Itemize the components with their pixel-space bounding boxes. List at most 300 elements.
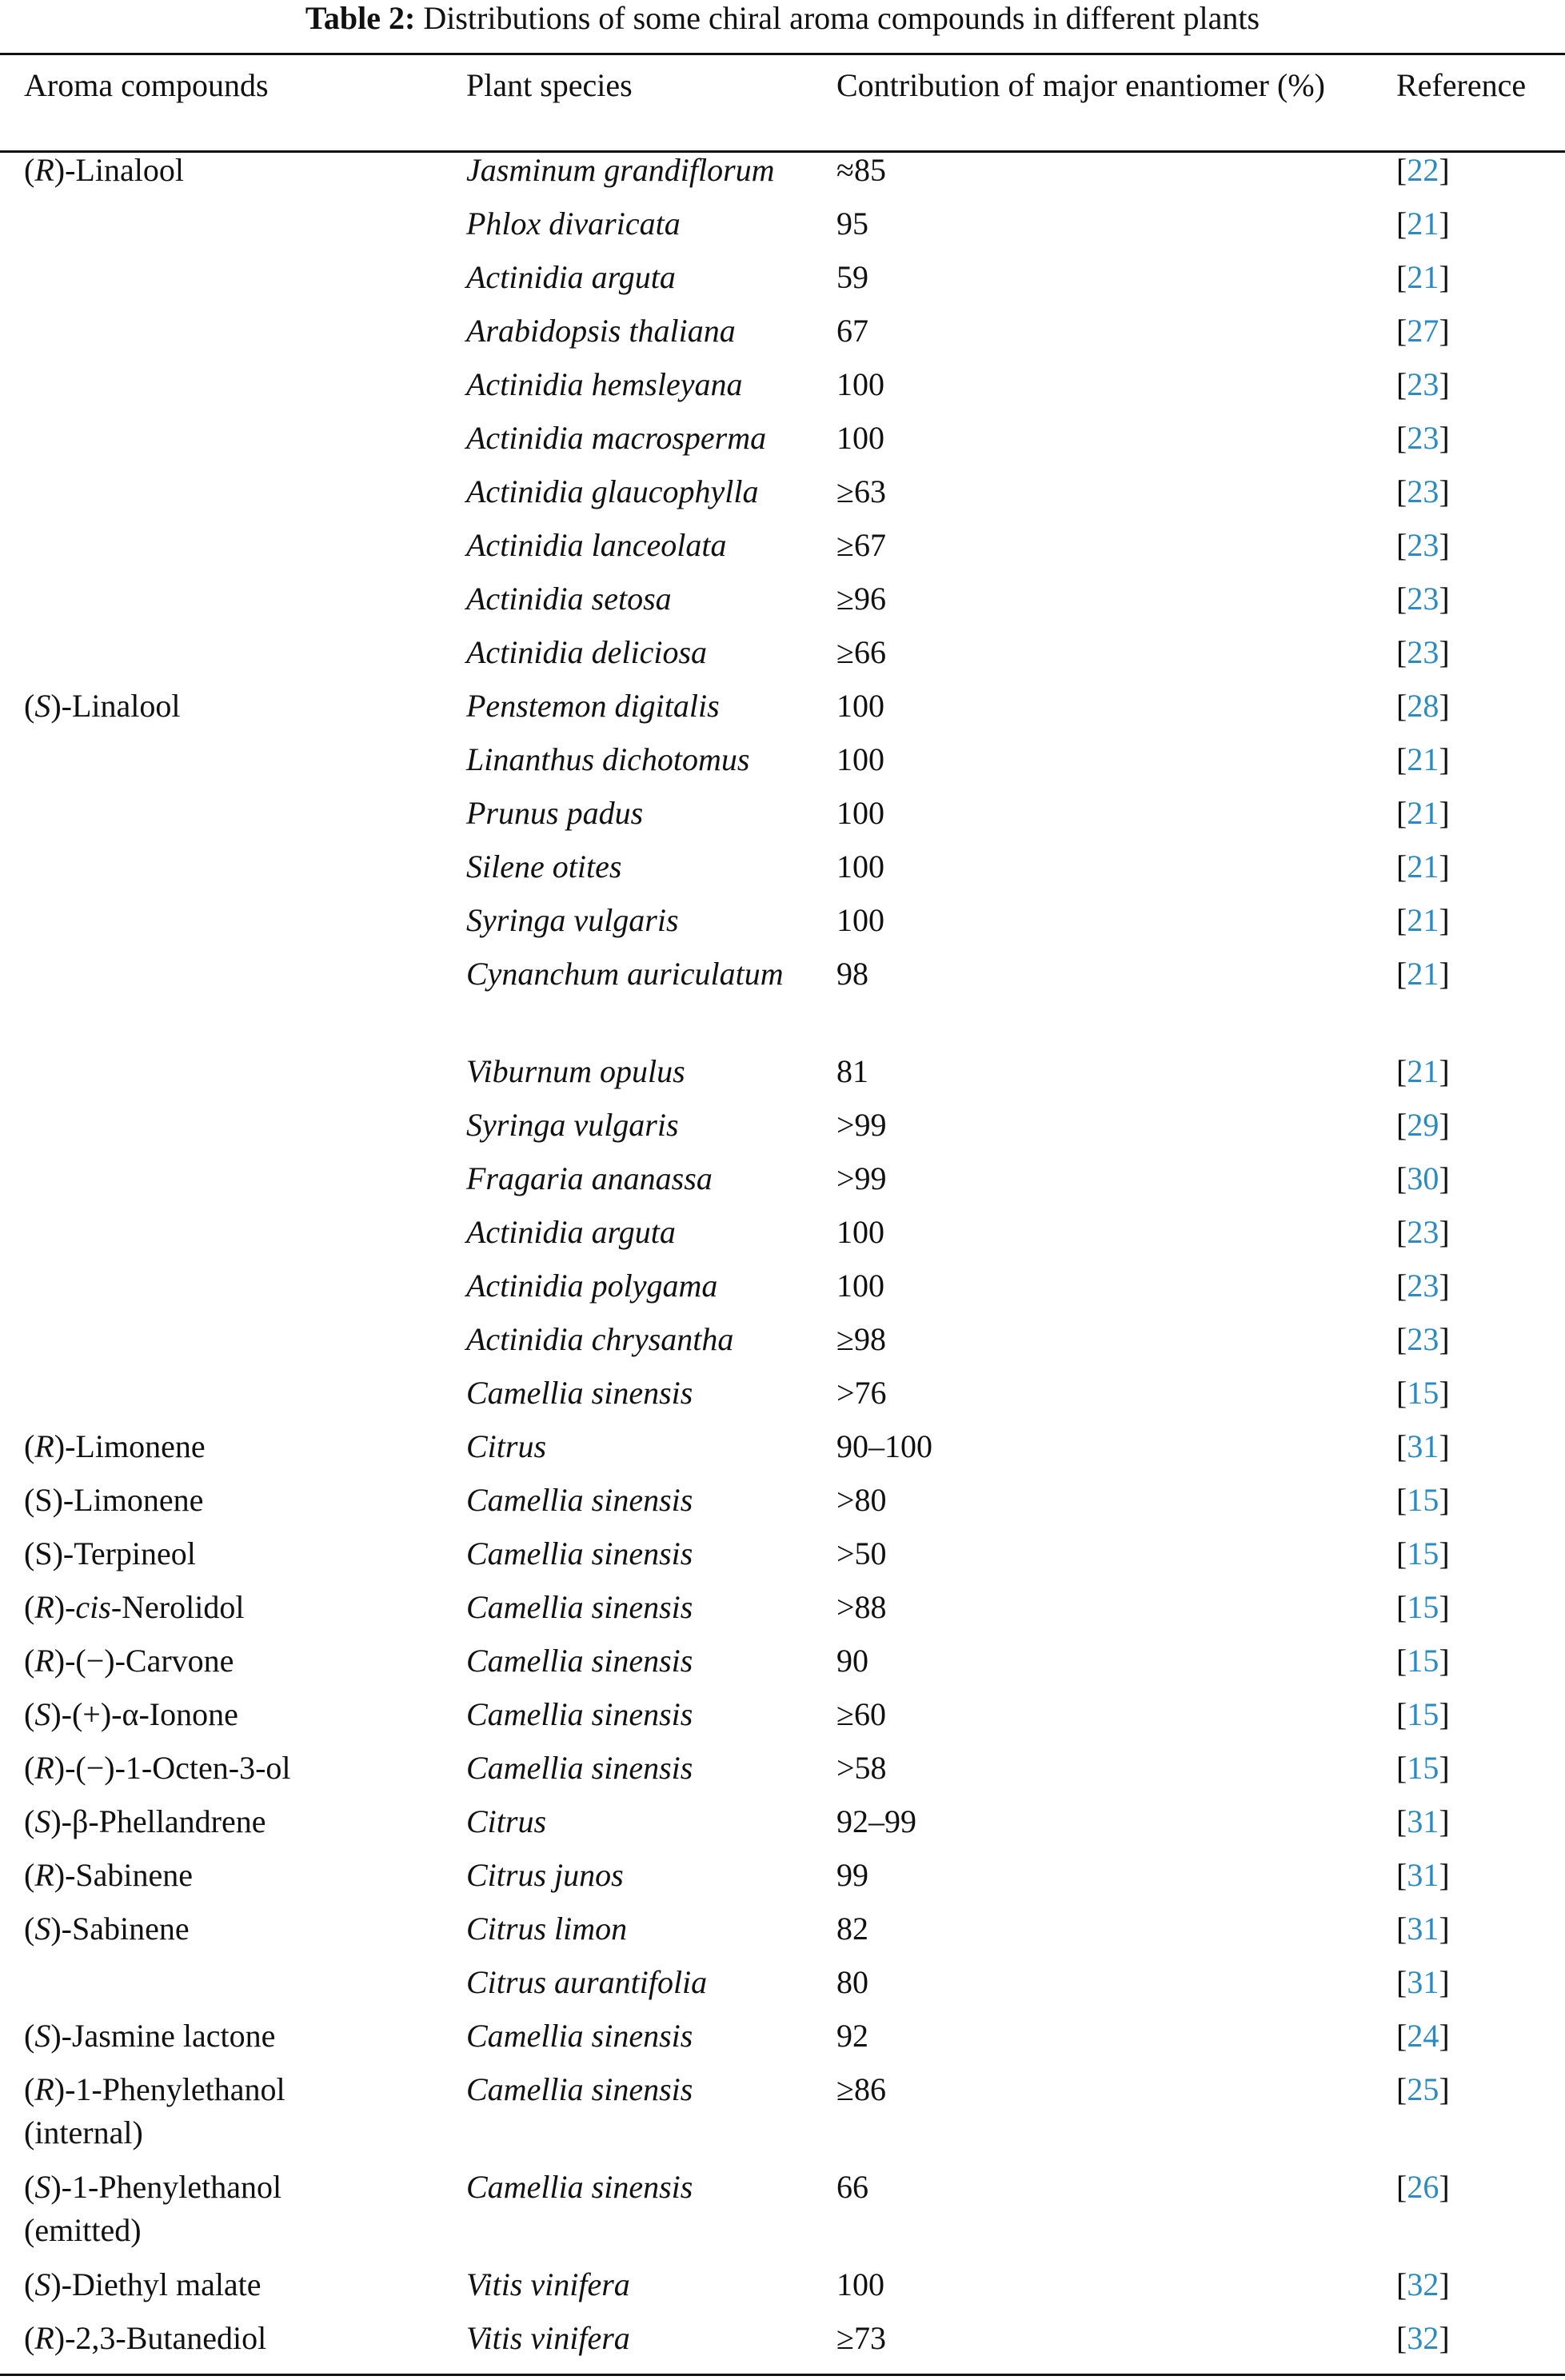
cell-plant-species: Camellia sinensis xyxy=(466,1535,693,1571)
cell-reference xyxy=(1396,1048,1565,1101)
reference-link[interactable]: 23 xyxy=(1407,1214,1439,1250)
table-row xyxy=(0,629,1565,682)
compound-name-part: )-β-Phellandrene xyxy=(50,1803,266,1839)
cell-reference xyxy=(1396,1369,1565,1423)
reference-close-bracket: ] xyxy=(1439,473,1450,509)
cell-reference xyxy=(1396,361,1565,414)
reference-open-bracket: [ xyxy=(1396,1696,1407,1732)
cell-contribution-value: 67 xyxy=(836,313,868,349)
table-row xyxy=(0,1851,1565,1905)
reference-link[interactable]: 21 xyxy=(1407,795,1439,831)
reference-open-bracket: [ xyxy=(1396,2266,1407,2302)
cell-aroma-compound xyxy=(0,361,466,414)
compound-name-part: )-Limonene xyxy=(54,1428,206,1464)
cell-contribution-value: ≥96 xyxy=(836,581,886,617)
cell-reference xyxy=(1396,1530,1565,1583)
cell-contribution-value: 90 xyxy=(836,1643,868,1679)
reference-open-bracket: [ xyxy=(1396,1053,1407,1089)
cell-contribution-value: 98 xyxy=(836,956,868,992)
cell-contribution-value: 100 xyxy=(836,366,884,402)
cell-reference xyxy=(1396,468,1565,521)
cell-plant-species: Syringa vulgaris xyxy=(466,902,679,938)
compound-name-part: )-Sabinene xyxy=(50,1911,190,1947)
cell-reference xyxy=(1396,843,1565,896)
reference-open-bracket: [ xyxy=(1396,206,1407,242)
cell-plant-species: Actinidia hemsleyana xyxy=(466,366,743,402)
reference-link[interactable]: 21 xyxy=(1407,956,1439,992)
cell-aroma-compound xyxy=(0,1530,466,1583)
compound-name-part: ( xyxy=(24,2266,35,2302)
cell-aroma-compound xyxy=(0,254,466,307)
reference-close-bracket: ] xyxy=(1439,1964,1450,2000)
cell-contribution-value: 80 xyxy=(836,1964,868,2000)
cell-aroma-compound xyxy=(0,843,466,896)
table-caption xyxy=(0,0,1565,40)
reference-link[interactable]: 23 xyxy=(1407,1321,1439,1357)
header-reference: Reference xyxy=(1396,67,1527,103)
cell-contribution-value: 90–100 xyxy=(836,1428,932,1464)
aroma-compounds-table xyxy=(0,54,1565,2368)
cell-aroma-compound xyxy=(0,1798,466,1851)
cell-aroma-compound xyxy=(0,2314,466,2368)
reference-link[interactable]: 30 xyxy=(1407,1160,1439,1196)
table-row xyxy=(0,2261,1565,2314)
cell-plant-species: Actinidia macrosperma xyxy=(466,420,767,456)
reference-link[interactable]: 15 xyxy=(1407,1535,1439,1571)
table-row xyxy=(0,1637,1565,1691)
cell-reference xyxy=(1396,1208,1565,1262)
cell-aroma-compound xyxy=(0,2066,466,2163)
cell-plant-species: Camellia sinensis xyxy=(466,1375,693,1411)
compound-stereo-descriptor: S xyxy=(34,1696,51,1732)
reference-close-bracket: ] xyxy=(1439,849,1450,885)
header-aroma-compounds: Aroma compounds xyxy=(24,67,269,103)
table-row xyxy=(0,950,1565,1048)
cell-aroma-compound xyxy=(0,1155,466,1208)
cell-reference xyxy=(1396,2261,1565,2314)
table-row xyxy=(0,139,1565,200)
compound-name-part: )- xyxy=(54,1589,76,1625)
reference-close-bracket: ] xyxy=(1439,1696,1450,1732)
reference-close-bracket: ] xyxy=(1439,2071,1450,2107)
compound-name-note: (emitted) xyxy=(24,2212,142,2248)
table-row xyxy=(0,2314,1565,2368)
reference-close-bracket: ] xyxy=(1439,527,1450,563)
cell-plant-species: Jasminum grandiflorum xyxy=(466,152,775,188)
reference-link[interactable]: 21 xyxy=(1407,741,1439,777)
reference-link[interactable]: 23 xyxy=(1407,581,1439,617)
table-row xyxy=(0,896,1565,950)
compound-name-part: ( xyxy=(24,2320,35,2356)
table-row xyxy=(0,843,1565,896)
cell-contribution-value: 100 xyxy=(836,902,884,938)
reference-close-bracket: ] xyxy=(1439,2266,1450,2302)
reference-open-bracket: [ xyxy=(1396,2071,1407,2107)
cell-contribution-value: >50 xyxy=(836,1535,887,1571)
reference-link[interactable]: 25 xyxy=(1407,2071,1439,2107)
cell-reference xyxy=(1396,1155,1565,1208)
cell-aroma-compound xyxy=(0,629,466,682)
reference-close-bracket: ] xyxy=(1439,581,1450,617)
reference-close-bracket: ] xyxy=(1439,1321,1450,1357)
compound-name-part: ( xyxy=(24,1643,35,1679)
compound-stereo-descriptor: S xyxy=(34,1911,51,1947)
cell-aroma-compound xyxy=(0,1316,466,1369)
cell-contribution-value: 81 xyxy=(836,1053,868,1089)
reference-close-bracket: ] xyxy=(1439,1750,1450,1786)
cell-contribution-value: 92 xyxy=(836,2018,868,2054)
table-row xyxy=(0,1316,1565,1369)
compound-stereo-descriptor: S xyxy=(34,2266,51,2302)
cell-aroma-compound xyxy=(0,307,466,361)
cell-reference xyxy=(1396,307,1565,361)
cell-plant-species: Camellia sinensis xyxy=(466,2018,693,2054)
compound-name-part: )-(+)-α-Ionone xyxy=(50,1696,238,1732)
cell-reference xyxy=(1396,1851,1565,1905)
cell-aroma-compound xyxy=(0,1851,466,1905)
reference-link[interactable]: 21 xyxy=(1407,849,1439,885)
reference-open-bracket: [ xyxy=(1396,1482,1407,1518)
cell-contribution-value: >80 xyxy=(836,1482,887,1518)
reference-close-bracket: ] xyxy=(1439,206,1450,242)
cell-plant-species: Camellia sinensis xyxy=(466,1643,693,1679)
reference-open-bracket: [ xyxy=(1396,1535,1407,1571)
cell-plant-species: Syringa vulgaris xyxy=(466,1107,679,1143)
reference-link[interactable]: 23 xyxy=(1407,366,1439,402)
cell-reference xyxy=(1396,1798,1565,1851)
cell-aroma-compound xyxy=(0,1208,466,1262)
table-row xyxy=(0,789,1565,843)
cell-reference xyxy=(1396,896,1565,950)
reference-link[interactable]: 15 xyxy=(1407,1589,1439,1625)
reference-open-bracket: [ xyxy=(1396,795,1407,831)
table-row xyxy=(0,1691,1565,1744)
compound-name-part: ( xyxy=(24,688,35,724)
cell-plant-species: Actinidia deliciosa xyxy=(466,634,708,670)
compound-stereo-descriptor: R xyxy=(34,1428,54,1464)
compound-name-part: )-2,3-Butanediol xyxy=(54,2320,267,2356)
reference-link[interactable]: 31 xyxy=(1407,1857,1439,1893)
reference-close-bracket: ] xyxy=(1439,152,1450,188)
reference-open-bracket: [ xyxy=(1396,1428,1407,1464)
reference-link[interactable]: 21 xyxy=(1407,1053,1439,1089)
table-header-row xyxy=(0,54,1565,139)
cell-contribution-value: 100 xyxy=(836,2266,884,2302)
reference-link[interactable]: 31 xyxy=(1407,1803,1439,1839)
compound-name-part: ( xyxy=(24,1911,35,1947)
cell-aroma-compound xyxy=(0,789,466,843)
reference-link[interactable]: 32 xyxy=(1407,2266,1439,2302)
reference-open-bracket: [ xyxy=(1396,1589,1407,1625)
cell-contribution-value: 100 xyxy=(836,420,884,456)
reference-open-bracket: [ xyxy=(1396,152,1407,188)
cell-contribution-value: >99 xyxy=(836,1107,887,1143)
cell-contribution-value: 92–99 xyxy=(836,1803,916,1839)
cell-contribution-value: ≥67 xyxy=(836,527,886,563)
cell-plant-species: Actinidia arguta xyxy=(466,1214,676,1250)
reference-open-bracket: [ xyxy=(1396,741,1407,777)
cell-aroma-compound xyxy=(0,139,466,200)
reference-open-bracket: [ xyxy=(1396,1160,1407,1196)
compound-stereo-descriptor: S xyxy=(34,688,51,724)
cell-plant-species: Cynanchum auriculatum xyxy=(466,956,784,992)
reference-link[interactable]: 21 xyxy=(1407,902,1439,938)
cell-plant-species: Citrus limon xyxy=(466,1911,628,1947)
reference-open-bracket: [ xyxy=(1396,1107,1407,1143)
cell-reference xyxy=(1396,1691,1565,1744)
cell-aroma-compound xyxy=(0,200,466,254)
compound-stereo-descriptor: R xyxy=(34,1589,54,1625)
cell-contribution-value: 100 xyxy=(836,741,884,777)
table-row xyxy=(0,307,1565,361)
reference-link[interactable]: 15 xyxy=(1407,1375,1439,1411)
table-row xyxy=(0,1101,1565,1155)
reference-link[interactable]: 26 xyxy=(1407,2169,1439,2205)
cell-contribution-value: 99 xyxy=(836,1857,868,1893)
reference-open-bracket: [ xyxy=(1396,688,1407,724)
cell-reference xyxy=(1396,2163,1565,2261)
cell-plant-species: Linanthus dichotomus xyxy=(466,741,750,777)
table-row xyxy=(0,2012,1565,2066)
cell-contribution-value: 66 xyxy=(836,2169,868,2205)
cell-aroma-compound xyxy=(0,1048,466,1101)
table-row xyxy=(0,1530,1565,1583)
compound-stereo-descriptor: cis xyxy=(75,1589,111,1625)
cell-plant-species: Actinidia glaucophylla xyxy=(466,473,759,509)
cell-plant-species: Fragaria ananassa xyxy=(466,1160,713,1196)
cell-plant-species: Vitis vinifera xyxy=(466,2266,630,2302)
cell-plant-species: Camellia sinensis xyxy=(466,2169,693,2205)
header-plant-species: Plant species xyxy=(466,67,633,103)
reference-link[interactable]: 15 xyxy=(1407,1696,1439,1732)
compound-stereo-descriptor: R xyxy=(34,1750,54,1786)
cell-reference xyxy=(1396,1262,1565,1316)
reference-close-bracket: ] xyxy=(1439,795,1450,831)
compound-name-part: ( xyxy=(24,1589,35,1625)
compound-stereo-descriptor: R xyxy=(34,1857,54,1893)
reference-open-bracket: [ xyxy=(1396,2320,1407,2356)
table-row xyxy=(0,1959,1565,2012)
table-row xyxy=(0,254,1565,307)
reference-open-bracket: [ xyxy=(1396,1911,1407,1947)
reference-open-bracket: [ xyxy=(1396,313,1407,349)
cell-plant-species: Citrus junos xyxy=(466,1857,624,1893)
cell-reference xyxy=(1396,200,1565,254)
cell-aroma-compound xyxy=(0,1369,466,1423)
cell-plant-species: Camellia sinensis xyxy=(466,2071,693,2107)
cell-reference xyxy=(1396,1744,1565,1798)
reference-close-bracket: ] xyxy=(1439,1375,1450,1411)
reference-open-bracket: [ xyxy=(1396,2018,1407,2054)
cell-plant-species: Silene otites xyxy=(466,849,622,885)
compound-name-part: )-1-Phenylethanol xyxy=(54,2071,285,2107)
cell-contribution-value: 100 xyxy=(836,1268,884,1304)
reference-link[interactable]: 22 xyxy=(1407,152,1439,188)
cell-reference xyxy=(1396,254,1565,307)
cell-contribution-value: ≥73 xyxy=(836,2320,886,2356)
cell-aroma-compound xyxy=(0,468,466,521)
compound-name-part: ( xyxy=(24,1696,35,1732)
cell-contribution-value: >88 xyxy=(836,1589,887,1625)
cell-reference xyxy=(1396,2314,1565,2368)
cell-reference xyxy=(1396,1959,1565,2012)
compound-name-part: )-Jasmine lactone xyxy=(50,2018,276,2054)
compound-name-part: )-1-Phenylethanol xyxy=(50,2169,282,2205)
table-row xyxy=(0,1905,1565,1959)
reference-close-bracket: ] xyxy=(1439,634,1450,670)
compound-stereo-descriptor: S xyxy=(34,1803,51,1839)
compound-stereo-descriptor: R xyxy=(34,2071,54,2107)
cell-contribution-value: ≥66 xyxy=(836,634,886,670)
compound-name-part: ( xyxy=(24,2169,35,2205)
cell-plant-species: Actinidia chrysantha xyxy=(466,1321,734,1357)
reference-link[interactable]: 27 xyxy=(1407,313,1439,349)
reference-close-bracket: ] xyxy=(1439,2018,1450,2054)
reference-open-bracket: [ xyxy=(1396,366,1407,402)
cell-contribution-value: 100 xyxy=(836,688,884,724)
reference-link[interactable]: 23 xyxy=(1407,1268,1439,1304)
cell-aroma-compound xyxy=(0,1476,466,1530)
cell-aroma-compound xyxy=(0,1262,466,1316)
reference-open-bracket: [ xyxy=(1396,473,1407,509)
cell-aroma-compound xyxy=(0,736,466,789)
cell-reference xyxy=(1396,1316,1565,1369)
cell-plant-species: Phlox divaricata xyxy=(466,206,681,242)
cell-contribution-value: 95 xyxy=(836,206,868,242)
cell-reference xyxy=(1396,950,1565,1048)
compound-stereo-descriptor: R xyxy=(34,1643,54,1679)
reference-link[interactable]: 23 xyxy=(1407,420,1439,456)
table-row xyxy=(0,200,1565,254)
table-row xyxy=(0,2163,1565,2261)
table-row xyxy=(0,1423,1565,1476)
cell-reference xyxy=(1396,1583,1565,1637)
reference-close-bracket: ] xyxy=(1439,956,1450,992)
reference-link[interactable]: 15 xyxy=(1407,1482,1439,1518)
cell-reference xyxy=(1396,682,1565,736)
table-row xyxy=(0,1155,1565,1208)
compound-name-part: )-(−)-Carvone xyxy=(54,1643,234,1679)
reference-close-bracket: ] xyxy=(1439,741,1450,777)
reference-close-bracket: ] xyxy=(1439,1053,1450,1089)
compound-name-part: (S)-Limonene xyxy=(24,1482,204,1518)
reference-link[interactable]: 32 xyxy=(1407,2320,1439,2356)
cell-aroma-compound xyxy=(0,1637,466,1691)
cell-reference xyxy=(1396,1637,1565,1691)
reference-link[interactable]: 31 xyxy=(1407,1428,1439,1464)
compound-stereo-descriptor: S xyxy=(34,2169,51,2205)
reference-link[interactable]: 31 xyxy=(1407,1964,1439,2000)
table-row xyxy=(0,1798,1565,1851)
table-bottom-rule xyxy=(0,2374,1565,2376)
cell-reference xyxy=(1396,139,1565,200)
table-row xyxy=(0,2066,1565,2163)
compound-name-part: ( xyxy=(24,152,35,188)
cell-contribution-value: ≥63 xyxy=(836,473,886,509)
compound-name-part: ( xyxy=(24,2018,35,2054)
cell-plant-species: Prunus padus xyxy=(466,795,644,831)
cell-aroma-compound xyxy=(0,2012,466,2066)
reference-link[interactable]: 28 xyxy=(1407,688,1439,724)
reference-link[interactable]: 15 xyxy=(1407,1750,1439,1786)
reference-open-bracket: [ xyxy=(1396,1964,1407,2000)
reference-open-bracket: [ xyxy=(1396,1375,1407,1411)
reference-close-bracket: ] xyxy=(1439,420,1450,456)
reference-link[interactable]: 21 xyxy=(1407,259,1439,295)
cell-plant-species: Viburnum opulus xyxy=(466,1053,685,1089)
cell-reference xyxy=(1396,575,1565,629)
cell-aroma-compound xyxy=(0,1905,466,1959)
reference-link[interactable]: 29 xyxy=(1407,1107,1439,1143)
cell-aroma-compound xyxy=(0,896,466,950)
cell-reference xyxy=(1396,1423,1565,1476)
reference-open-bracket: [ xyxy=(1396,1268,1407,1304)
cell-plant-species: Camellia sinensis xyxy=(466,1482,693,1518)
cell-plant-species: Actinidia lanceolata xyxy=(466,527,727,563)
cell-contribution-value: 100 xyxy=(836,1214,884,1250)
reference-link[interactable]: 23 xyxy=(1407,527,1439,563)
header-contribution: Contribution of major enantiomer (%) xyxy=(836,67,1325,103)
reference-open-bracket: [ xyxy=(1396,902,1407,938)
cell-aroma-compound xyxy=(0,575,466,629)
reference-close-bracket: ] xyxy=(1439,1428,1450,1464)
reference-close-bracket: ] xyxy=(1439,366,1450,402)
cell-plant-species: Citrus aurantifolia xyxy=(466,1964,708,2000)
cell-aroma-compound xyxy=(0,1744,466,1798)
cell-reference xyxy=(1396,1476,1565,1530)
reference-open-bracket: [ xyxy=(1396,1750,1407,1786)
cell-contribution-value: 82 xyxy=(836,1911,868,1947)
cell-plant-species: Actinidia setosa xyxy=(466,581,672,617)
compound-name-part: )-Linalool xyxy=(54,152,184,188)
compound-name-note: (internal) xyxy=(24,2114,143,2150)
compound-name-part: -Nerolidol xyxy=(110,1589,245,1625)
reference-link[interactable]: 23 xyxy=(1407,634,1439,670)
reference-close-bracket: ] xyxy=(1439,1482,1450,1518)
cell-plant-species: Camellia sinensis xyxy=(466,1696,693,1732)
table-row xyxy=(0,1262,1565,1316)
reference-close-bracket: ] xyxy=(1439,259,1450,295)
reference-open-bracket: [ xyxy=(1396,956,1407,992)
cell-aroma-compound xyxy=(0,521,466,575)
reference-close-bracket: ] xyxy=(1439,1214,1450,1250)
reference-link[interactable]: 21 xyxy=(1407,206,1439,242)
reference-link[interactable]: 23 xyxy=(1407,473,1439,509)
cell-aroma-compound xyxy=(0,2261,466,2314)
cell-plant-species: Citrus xyxy=(466,1803,547,1839)
reference-open-bracket: [ xyxy=(1396,1803,1407,1839)
cell-plant-species: Vitis vinifera xyxy=(466,2320,630,2356)
cell-reference xyxy=(1396,789,1565,843)
table-row xyxy=(0,468,1565,521)
cell-contribution-value: ≈85 xyxy=(836,152,886,188)
compound-name-part: )-Sabinene xyxy=(54,1857,194,1893)
table-row xyxy=(0,1369,1565,1423)
compound-name-part: )-Linalool xyxy=(50,688,181,724)
table-body xyxy=(0,139,1565,2368)
reference-link[interactable]: 24 xyxy=(1407,2018,1439,2054)
reference-open-bracket: [ xyxy=(1396,634,1407,670)
reference-link[interactable]: 15 xyxy=(1407,1643,1439,1679)
reference-link[interactable]: 31 xyxy=(1407,1911,1439,1947)
cell-aroma-compound xyxy=(0,1101,466,1155)
cell-aroma-compound xyxy=(0,414,466,468)
reference-close-bracket: ] xyxy=(1439,1857,1450,1893)
cell-plant-species: Actinidia polygama xyxy=(466,1268,718,1304)
reference-open-bracket: [ xyxy=(1396,2169,1407,2205)
table-row xyxy=(0,1583,1565,1637)
table-row xyxy=(0,575,1565,629)
